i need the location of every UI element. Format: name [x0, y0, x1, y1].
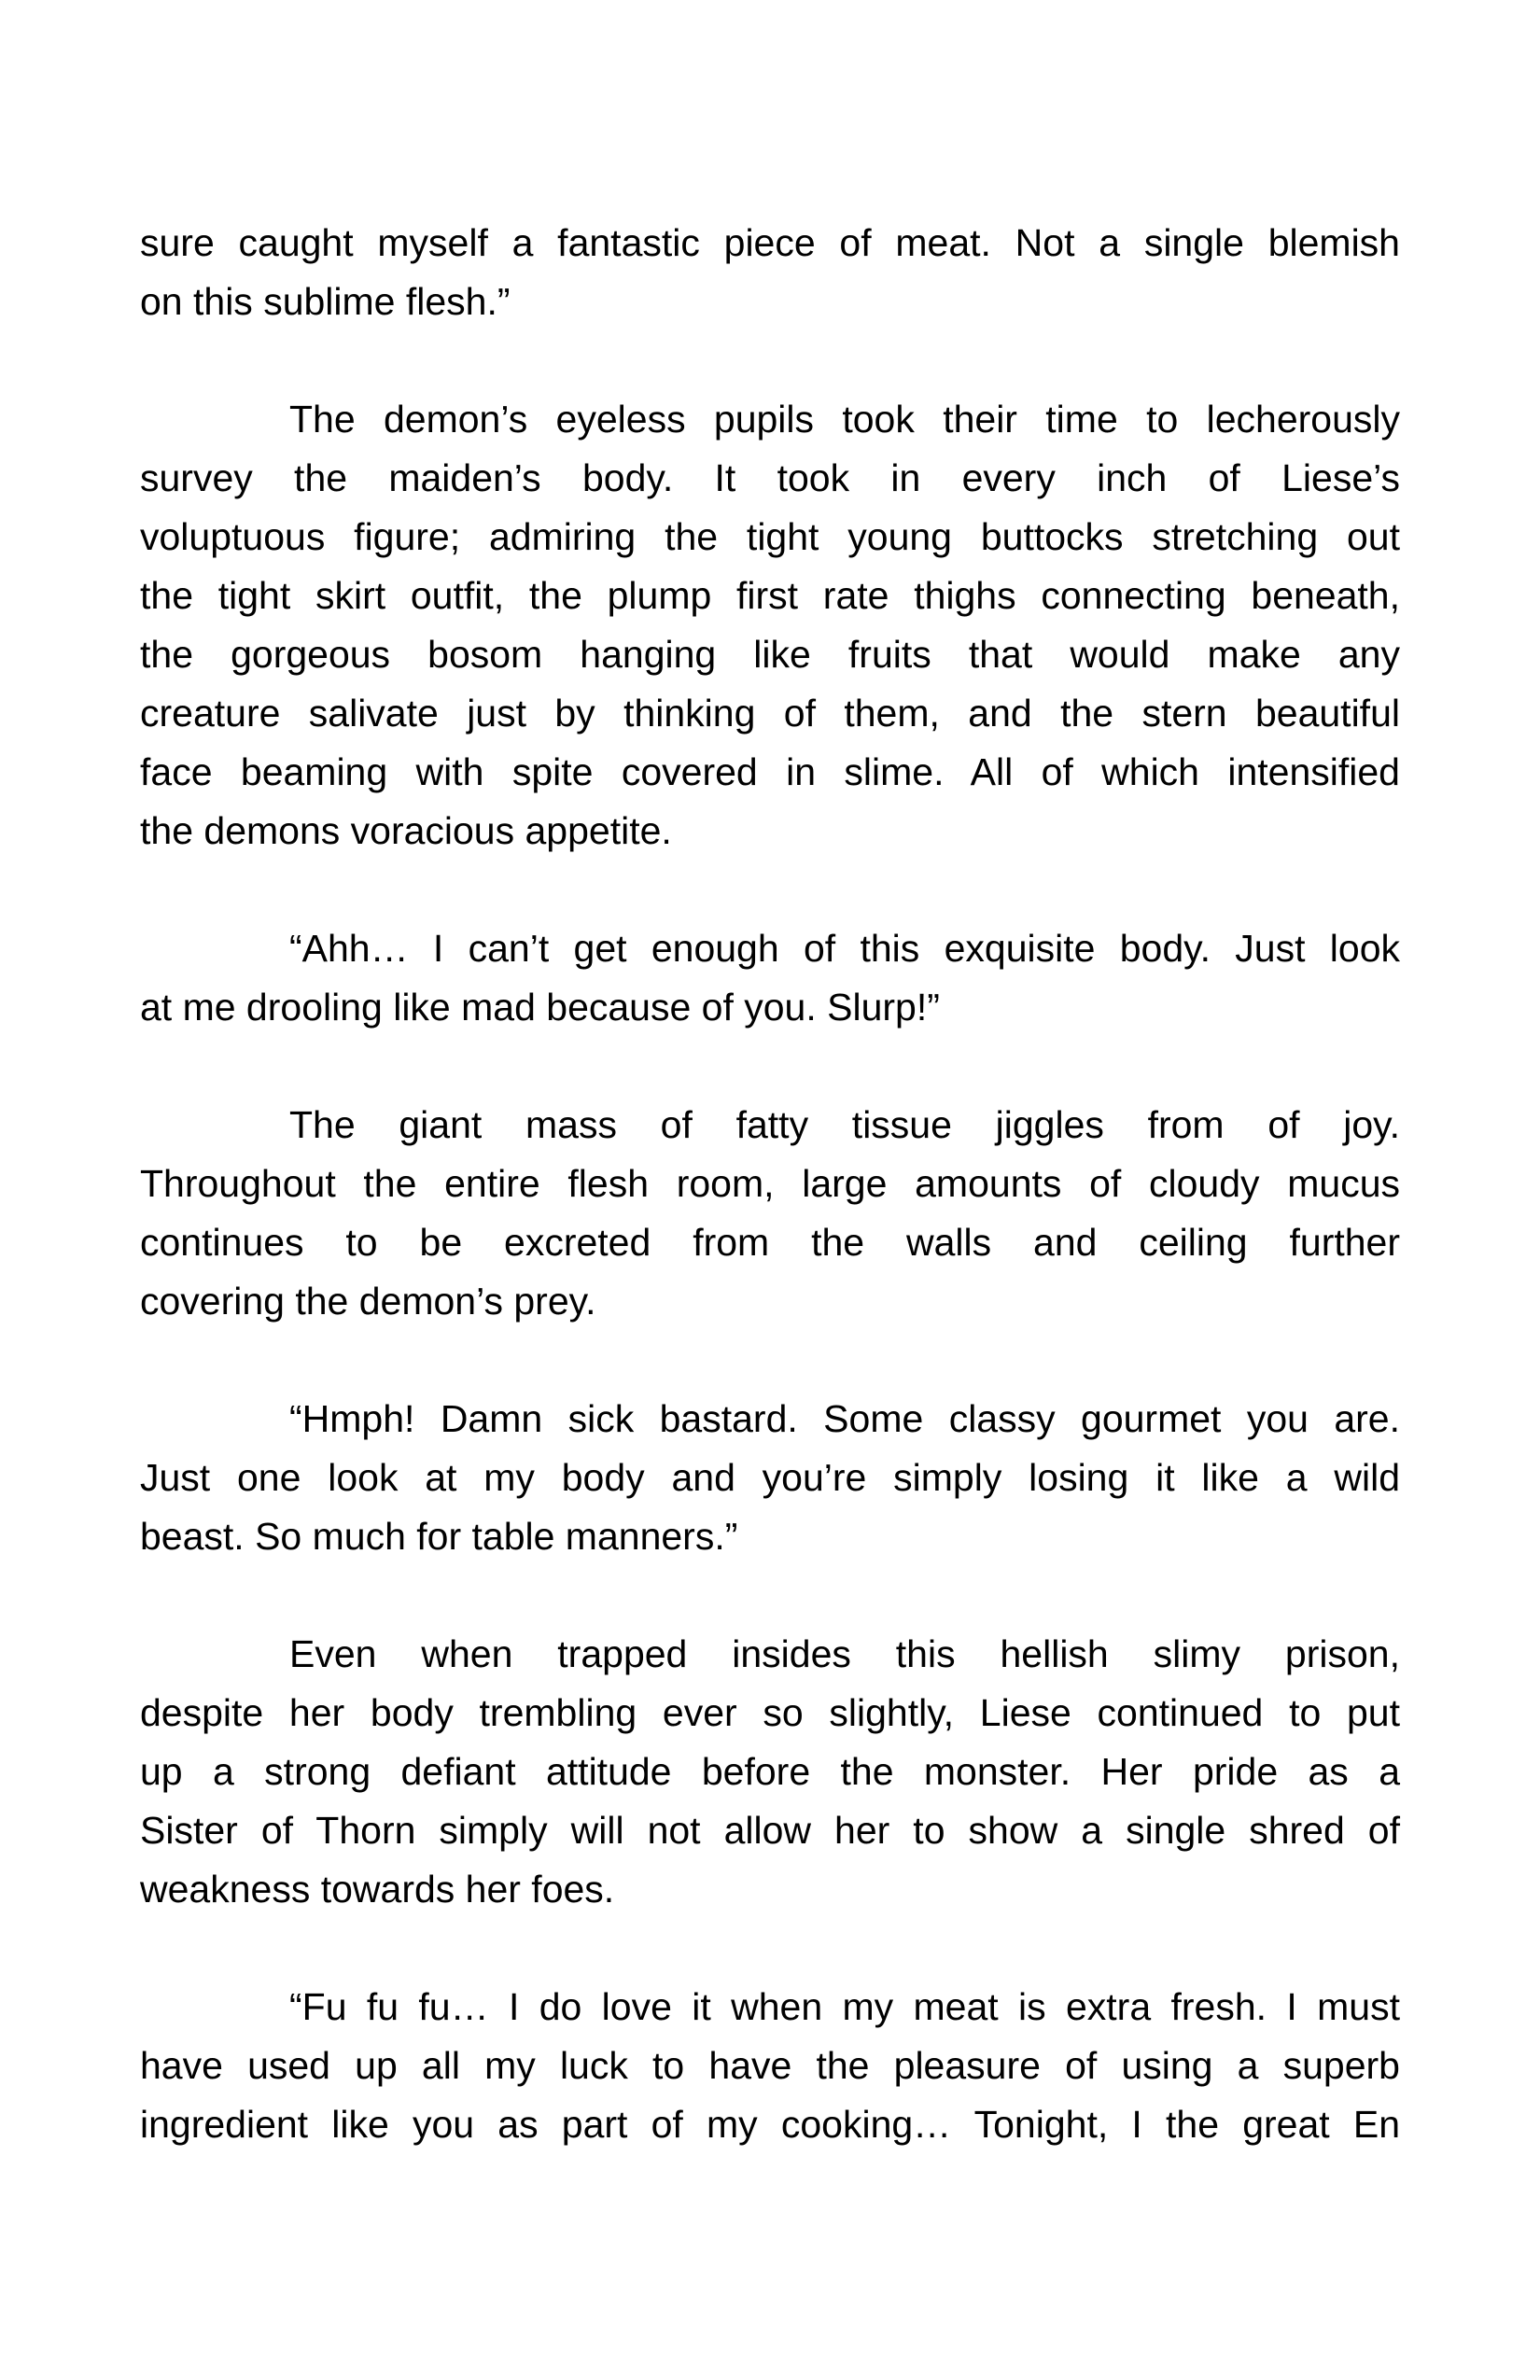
- paragraph: [140, 1978, 1400, 2154]
- text-line: on this sublime flesh.”: [140, 280, 511, 323]
- text-line: “Hmph! Damn sick bastard. Some classy gourmet you are.: [289, 1397, 1400, 1440]
- paragraph: [140, 390, 1400, 861]
- text-line: Throughout the entire flesh room, large amounts of cloudy mucus: [140, 1162, 1400, 1205]
- paragraph: [140, 919, 1400, 1037]
- text-line: voluptuous figure; admiring the tight young buttocks stretching out: [140, 515, 1400, 558]
- paragraph: [140, 1625, 1400, 1919]
- text-line: The giant mass of fatty tissue jiggles from of joy.: [289, 1103, 1400, 1146]
- text-line: weakness towards her foes.: [140, 1868, 615, 1911]
- text-line: ingredient like you as part of my cooking… Tonight, I the great En: [140, 2103, 1400, 2146]
- text-line: face beaming with spite covered in slime. All of which intensified: [140, 750, 1400, 793]
- text-line: up a strong defiant attitude before the monster. Her pride as a: [140, 1750, 1400, 1793]
- text-line: the demons voracious appetite.: [140, 809, 672, 852]
- text-line: Just one look at my body and you’re simply losing it like a wild: [140, 1456, 1400, 1499]
- text-line: covering the demon’s prey.: [140, 1280, 596, 1323]
- text-line: despite her body trembling ever so slightly, Liese continued to put: [140, 1691, 1400, 1734]
- text-line: survey the maiden’s body. It took in every inch of Liese’s: [140, 456, 1400, 499]
- paragraph: [140, 1096, 1400, 1331]
- paragraph: [140, 1390, 1400, 1566]
- document-text: [140, 0, 1400, 2213]
- text-line: “Fu fu fu… I do love it when my meat is extra fresh. I must: [289, 1985, 1400, 2028]
- text-line: Sister of Thorn simply will not allow her to show a single shred of: [140, 1809, 1400, 1852]
- paragraph: [140, 214, 1400, 331]
- text-line: at me drooling like mad because of you. Slurp!”: [140, 986, 940, 1029]
- text-line: “Ahh… I can’t get enough of this exquisite body. Just look: [289, 927, 1400, 970]
- text-line: sure caught myself a fantastic piece of meat. Not a single blemish: [140, 221, 1400, 264]
- text-line: The demon’s eyeless pupils took their time to lecherously: [289, 398, 1400, 441]
- text-line: the tight skirt outfit, the plump first rate thighs connecting beneath,: [140, 574, 1400, 617]
- text-line: continues to be excreted from the walls and ceiling further: [140, 1221, 1400, 1264]
- text-line: beast. So much for table manners.”: [140, 1515, 738, 1558]
- text-line: Even when trapped insides this hellish slimy prison,: [289, 1632, 1400, 1675]
- text-line: creature salivate just by thinking of them, and the stern beautiful: [140, 692, 1400, 735]
- text-line: have used up all my luck to have the pleasure of using a superb: [140, 2044, 1400, 2087]
- text-line: the gorgeous bosom hanging like fruits that would make any: [140, 633, 1400, 676]
